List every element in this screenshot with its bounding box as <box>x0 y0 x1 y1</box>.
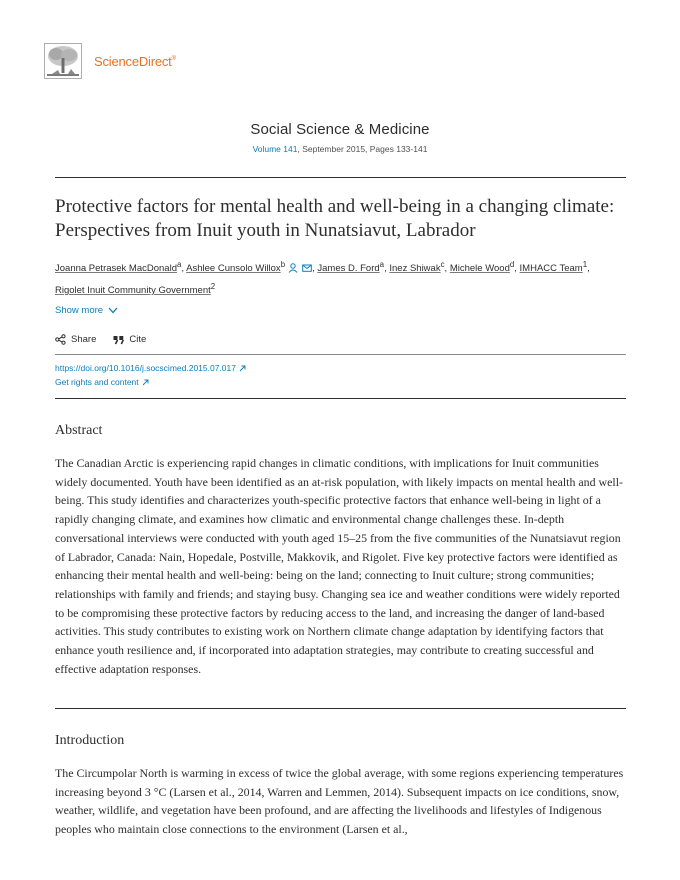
author-link[interactable]: Joanna Petrasek MacDonald <box>55 263 177 275</box>
rights-link[interactable] <box>55 375 246 389</box>
affiliation-marker: a <box>177 260 182 269</box>
volume-link[interactable]: Volume 141 <box>252 144 298 154</box>
affiliation-marker: b <box>280 260 286 269</box>
doi-text: https://doi.org/10.1016/j.socscimed.2015.07.017 <box>55 363 236 373</box>
author-link[interactable]: IMHACC Team <box>519 263 583 275</box>
actions-divider <box>55 354 626 355</box>
abstract-text: The Canadian Arctic is experiencing rapid changes in climatic conditions, with implications for Inuit communities widely documented. Youth have been identified as an at-risk population, with likely impacts on mental health and well-being. This study identifies and characterizes youth-specific protective factors that enhance well-being in light of a rapidly changing climate, and examines how climatic and environmental change challenges these. In-depth conversational interviews were conducted with youth aged 15–25 from the five communities of the Nunatsiavut region of Labrador, Canada: Nain, Hopedale, Postville, Makkovik, and Rigolet. Five key protective factors were identified as enhancing their mental health and well-being: being on the land; connecting to Inuit culture; strong communities; relationships with family and friends; and staying busy. Changing sea ice and weather conditions were widely reported to be compromising these protective factors by reducing access to the land, and increasing the danger of land-based activities. This study contributes to existing work on Northern climate change adaptation by identifying factors that enhance youth resilience and, if incorporated into adaptation strategies, may contribute to creating successful and effective adaptation responses. <box>55 456 623 676</box>
quote-icon <box>113 335 124 345</box>
author-separator: , <box>444 263 450 275</box>
sciencedirect-wordmark[interactable]: ScienceDirect® <box>94 53 176 69</box>
author-separator: , <box>181 263 187 275</box>
affiliation-marker: 1 <box>582 260 588 269</box>
share-button[interactable] <box>55 334 96 345</box>
show-more-button[interactable] <box>55 305 118 316</box>
affiliation-marker: d <box>509 260 515 269</box>
author-link[interactable]: Ashlee Cunsolo Willox <box>186 263 281 275</box>
links-divider <box>55 398 626 399</box>
external-link-icon <box>142 379 149 386</box>
cite-label: Cite <box>129 334 147 345</box>
author-separator: , <box>384 263 390 275</box>
author-link[interactable]: Michele Wood <box>449 263 510 275</box>
journal-meta <box>0 144 680 154</box>
article-actions <box>55 334 146 345</box>
share-label: Share <box>71 334 97 345</box>
affiliation-marker: a <box>379 260 385 269</box>
journal-title-link[interactable]: Social Science & Medicine <box>250 121 430 138</box>
author-separator: , <box>514 263 520 275</box>
share-icon <box>55 334 66 345</box>
article-title: Protective factors for mental health and well-being in a changing climate: Perspectives from Inuit youth in Nunatsiavut, Labrador <box>55 196 615 241</box>
author-list <box>55 256 615 300</box>
cite-button[interactable] <box>113 334 146 345</box>
affiliation-marker: 2 <box>210 282 216 292</box>
introduction-text: The Circumpolar North is warming in excess of twice the global average, with some regions experiencing temperatures increasing beyond 3 °C (Larsen et al., 2014, Warren and Lemmen, 2014). Subsequent impacts on ice conditions, snow, weather, wildlife, and vegetation have been profound, and are affecting the livelihoods and lifestyles of Indigenous peoples who maintain close connections to the environment (Larsen et al., <box>55 766 624 837</box>
person-icon[interactable] <box>288 263 298 273</box>
publisher-header <box>44 43 176 79</box>
author-separator: , <box>312 263 318 275</box>
journal-info <box>0 121 680 154</box>
author-link[interactable]: Inez Shiwak <box>389 263 441 275</box>
author-separator: , <box>587 263 590 275</box>
author-contact-icons <box>288 263 312 273</box>
elsevier-tree-logo-icon[interactable] <box>44 43 82 79</box>
author-link[interactable]: James D. Ford <box>317 263 380 275</box>
issue-info: , September 2015, Pages 133-141 <box>297 144 428 154</box>
abstract-divider <box>55 708 626 709</box>
mail-icon[interactable] <box>302 263 312 273</box>
affiliation-marker: c <box>440 260 445 269</box>
show-more-label: Show more <box>55 305 104 316</box>
abstract-heading: Abstract <box>55 423 103 438</box>
introduction-heading: Introduction <box>55 733 125 748</box>
doi-link[interactable] <box>55 361 246 375</box>
external-link-icon <box>239 365 246 372</box>
chevron-down-icon <box>108 307 118 314</box>
article-links <box>55 361 246 389</box>
rights-text: Get rights and content <box>55 377 139 387</box>
author-link[interactable]: Rigolet Inuit Community Government <box>55 285 211 297</box>
header-divider <box>55 177 626 178</box>
